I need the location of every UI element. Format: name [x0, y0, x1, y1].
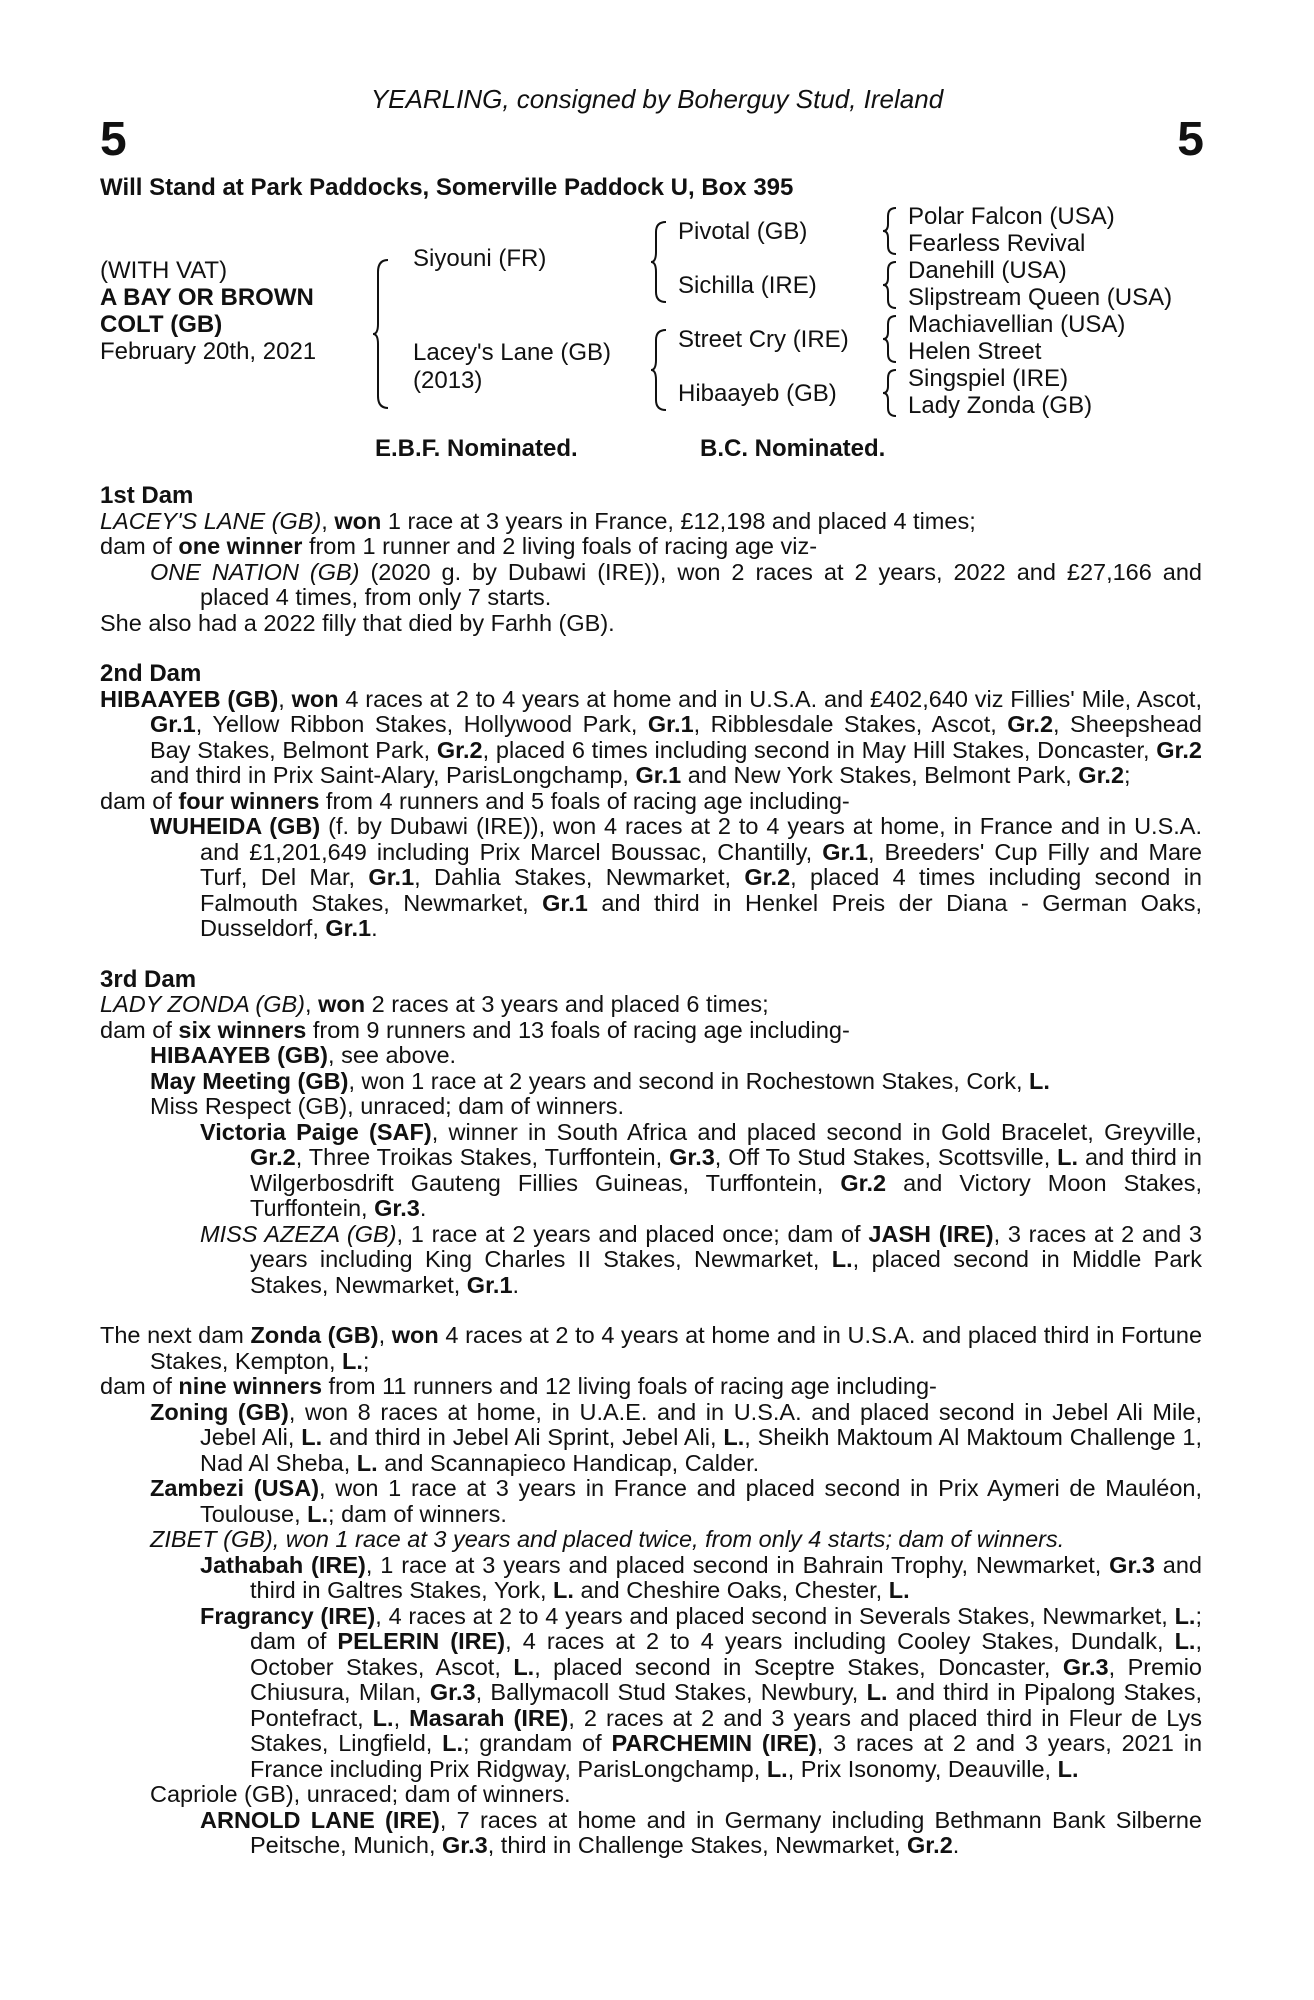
- progeny-wuheida: WUHEIDA (GB) (f. by Dubawi (IRE)), won 4 races at 2 to 4 years at home, in France and in U.S.A. and £1,201,649 including Prix Marcel Boussac, Chantilly, Gr.1, Breeders' Cup Filly and Mare Turf, Del Mar, Gr.1, Dahlia Stakes, Newmarket, Gr.2, placed 4 times including second in Falmouth Stakes, Newmarket, Gr.1 and third in Henkel Preis der Diana - German Oaks, Dusseldorf, Gr.1.: [150, 813, 1202, 941]
- next-dam-produce: dam of nine winners from 11 runners and 12 living foals of racing age including-: [100, 1373, 937, 1399]
- pedigree-g2: Fearless Revival: [908, 230, 1086, 257]
- pedigree-sire: Siyouni (FR): [413, 245, 547, 272]
- progeny-jathabah: Jathabah (IRE), 1 race at 3 years and placed second in Bahrain Trophy, Newmarket, Gr.3 and third in Galtres Stakes, York, L. and Cheshire Oaks, Chester, L.: [200, 1551, 1202, 1603]
- foaling-date: February 20th, 2021: [100, 338, 317, 365]
- lot-number-left: 5: [100, 113, 127, 166]
- ebf-nomination: E.B.F. Nominated.: [375, 435, 578, 462]
- horse-info: [100, 257, 316, 365]
- pedigree-brace-g4: [882, 368, 898, 418]
- pedigree-dam-year: (2013): [413, 367, 483, 394]
- first-dam-note: She also had a 2022 filly that died by Farhh (GB).: [100, 609, 615, 636]
- progeny-arnold-lane: ARNOLD LANE (IRE), 7 races at home and in Germany including Bethmann Bank Silberne Peitsche, Munich, Gr.3, third in Challenge Stakes, Newmarket, Gr.2.: [200, 1806, 1202, 1858]
- pedigree-brace-g1: [882, 206, 898, 256]
- progeny-fragrancy: Fragrancy (IRE), 4 races at 2 to 4 years and placed second in Severals Stakes, Newmarket, L.; dam of PELERIN (IRE), 4 races at 2 to 4 years including Cooley Stakes, Dundalk, L., October Stakes, Ascot, L., placed second in Sceptre Stakes, Doncaster, Gr.3, Premio Chiusura, Milan, Gr.3, Ballymacoll Stud Stakes, Newbury, L. and third in Pipalong Stakes, Pontefract, L., Masarah (IRE), 2 races at 2 and 3 years and placed third in Fleur de Lys Stakes, Lingfield, L.; grandam of PARCHEMIN (IRE), 3 races at 2 and 3 years, 2021 in France including Prix Ridgway, ParisLongchamp, L., Prix Isonomy, Deauville, L.: [200, 1602, 1203, 1782]
- first-dam-record: LACEY'S LANE (GB), won 1 race at 3 years in France, £12,198 and placed 4 times;: [100, 507, 976, 534]
- progeny-victoria-paige: Victoria Paige (SAF), winner in South Africa and placed second in Gold Bracelet, Greyville, Gr.2, Three Troikas Stakes, Turffontein, Gr.3, Off To Stud Stakes, Scottsville, L. and third in Wilgerbosdrift Gauteng Fillies Guineas, Turffontein, Gr.2 and Victory Moon Stakes, Turffontein, Gr.3.: [200, 1118, 1203, 1221]
- pedigree-g4: Slipstream Queen (USA): [908, 284, 1173, 311]
- first-dam-produce: dam of one winner from 1 runner and 2 living foals of racing age viz-: [100, 533, 818, 559]
- third-dam-heading: 3rd Dam: [100, 965, 197, 993]
- progeny-hibaayeb: HIBAAYEB (GB), see above.: [150, 1042, 457, 1068]
- pedigree-dam-sire: Street Cry (IRE): [678, 326, 849, 353]
- progeny-zambezi: Zambezi (USA), won 1 race at 3 years in France and placed second in Prix Aymeri de Mauléon, Toulouse, L.; dam of winners.: [150, 1475, 1202, 1527]
- second-dam-record: HIBAAYEB (GB), won 4 races at 2 to 4 years at home and in U.S.A. and £402,640 viz Fillies' Mile, Ascot, Gr.1, Yellow Ribbon Stakes, Hollywood Park, Gr.1, Ribblesdale Stakes, Ascot, Gr.2, Sheepshead Bay Stakes, Belmont Park, Gr.2, placed 6 times including second in May Hill Stakes, Doncaster, Gr.2 and third in Prix Saint-Alary, ParisLongchamp, Gr.1 and New York Stakes, Belmont Park, Gr.2;: [100, 685, 1203, 788]
- pedigree-dam: Lacey's Lane (GB): [413, 339, 612, 366]
- catalogue-body: [100, 483, 1202, 1859]
- progeny-may-meeting: May Meeting (GB), won 1 race at 2 years and second in Rochestown Stakes, Cork, L.: [150, 1067, 1050, 1094]
- progeny-miss-respect: Miss Respect (GB), unraced; dam of winners.: [150, 1093, 625, 1119]
- pedigree-brace-sire: [650, 220, 670, 304]
- progeny-one-nation: ONE NATION (GB) (2020 g. by Dubawi (IRE)), won 2 races at 2 years, 2022 and £27,166 and placed 4 times, from only 7 starts.: [150, 558, 1202, 610]
- lot-number-right: 5: [1177, 113, 1204, 166]
- vat-note: (WITH VAT): [100, 257, 228, 284]
- consignor-line: YEARLING, consigned by Boherguy Stud, Ireland: [370, 84, 944, 114]
- next-dam-record: The next dam Zonda (GB), won 4 races at 2 to 4 years at home and in U.S.A. and placed third in Fortune Stakes, Kempton, L.;: [100, 1322, 1203, 1374]
- progeny-miss-azeza: MISS AZEZA (GB), 1 race at 2 years and placed once; dam of JASH (IRE), 3 races at 2 and 3 years including King Charles II Stakes, Newmarket, L., placed second in Middle Park Stakes, Newmarket, Gr.1.: [200, 1220, 1203, 1298]
- pedigree-brace-dam: [650, 328, 670, 412]
- pedigree-g3: Danehill (USA): [908, 257, 1067, 284]
- horse-description-2: COLT (GB): [100, 311, 223, 338]
- stand-location: Will Stand at Park Paddocks, Somerville Paddock U, Box 395: [100, 174, 794, 201]
- bc-nomination: B.C. Nominated.: [700, 435, 886, 462]
- pedigree-brace-main: [372, 258, 392, 410]
- second-dam-heading: 2nd Dam: [100, 660, 202, 687]
- pedigree-brace-g2: [882, 260, 898, 310]
- third-dam-record: LADY ZONDA (GB), won 2 races at 3 years and placed 6 times;: [100, 991, 769, 1017]
- pedigree-sire-dam: Sichilla (IRE): [678, 272, 817, 299]
- pedigree-g8: Lady Zonda (GB): [908, 392, 1093, 419]
- progeny-capriole: Capriole (GB), unraced; dam of winners.: [150, 1781, 571, 1807]
- third-dam-produce: dam of six winners from 9 runners and 13 foals of racing age including-: [100, 1016, 850, 1043]
- pedigree-g1: Polar Falcon (USA): [908, 203, 1115, 230]
- pedigree-brace-g3: [882, 314, 898, 364]
- progeny-zoning: Zoning (GB), won 8 races at home, in U.A.E. and in U.S.A. and placed second in Jebel Ali Mile, Jebel Ali, L. and third in Jebel Ali Sprint, Jebel Ali, L., Sheikh Maktoum Al Maktoum Challenge 1, Nad Al Sheba, L. and Scannapieco Handicap, Calder.: [150, 1398, 1203, 1476]
- second-dam-produce: dam of four winners from 4 runners and 5 foals of racing age including-: [100, 787, 850, 814]
- progeny-zibet: ZIBET (GB), won 1 race at 3 years and placed twice, from only 4 starts; dam of winners.: [150, 1526, 1065, 1552]
- first-dam-heading: 1st Dam: [100, 482, 194, 509]
- pedigree-g5: Machiavellian (USA): [908, 311, 1126, 338]
- horse-description: A BAY OR BROWN: [100, 284, 314, 311]
- pedigree-g6: Helen Street: [908, 338, 1042, 365]
- pedigree-g7: Singspiel (IRE): [908, 365, 1069, 392]
- pedigree-dam-dam: Hibaayeb (GB): [678, 380, 837, 407]
- pedigree-sire-sire: Pivotal (GB): [678, 218, 808, 245]
